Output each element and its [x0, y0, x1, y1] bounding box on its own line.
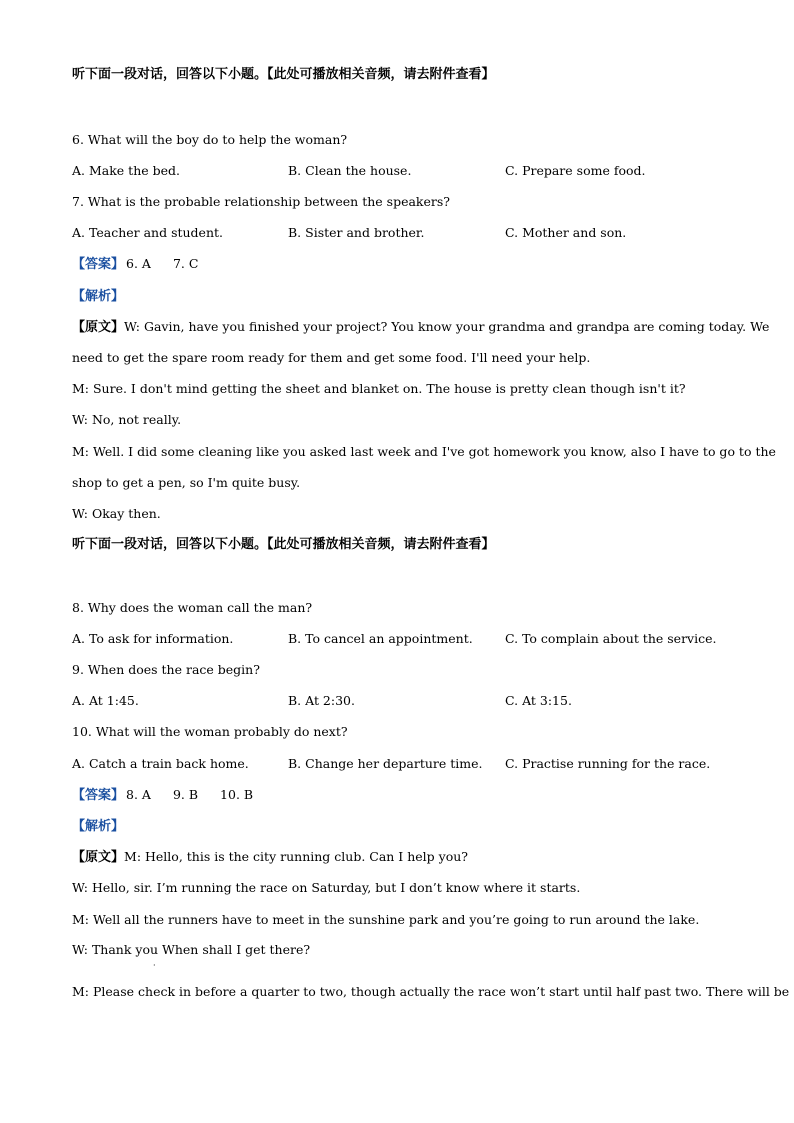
transcript-line	[72, 444, 776, 460]
transcript-line: M: Well all the runners have to meet in the sunshine park and you’re going to run around the lake.	[72, 912, 700, 927]
transcript-line: M: Sure. I don't mind getting the sheet and blanket on. The house is pretty clean though isn't it?	[72, 381, 686, 396]
transcript-line: W: Thank you When shall I get there?	[72, 942, 311, 957]
transcript-label: 【原文】	[72, 320, 125, 335]
q6-option-c: C. Prepare some food.	[505, 163, 646, 178]
transcript-text: M: Well. I did some cleaning like you asked last week and I've got homework you know, also I have to go to the	[72, 444, 776, 459]
transcript-line: shop to get a pen, so I'm quite busy.	[72, 475, 301, 490]
q9-option-a: A. At 1:45.	[72, 693, 139, 708]
answer-value: 6. A	[126, 256, 151, 271]
q10-option-c: C. Practise running for the race.	[505, 756, 711, 771]
transcript-text: M: Please check in before a quarter to two, though actually the race won’t start until half past two. There will be	[72, 984, 790, 999]
question-6: 6. What will the boy do to help the woman?	[72, 132, 348, 147]
question-10: 10. What will the woman probably do next?	[72, 724, 348, 739]
transcript-text: W: Gavin, have you finished your project? You know your grandma and grandpa are coming today. We	[124, 319, 770, 334]
stray-dot-mark: ·	[153, 961, 156, 970]
q7-option-a: A. Teacher and student.	[72, 225, 224, 240]
transcript-line: W: No, not really.	[72, 412, 182, 427]
answer-line	[72, 787, 253, 804]
transcript-line: W: Hello, sir. I’m running the race on Saturday, but I don’t know where it starts.	[72, 880, 581, 895]
listening-instruction: 听下面一段对话，回答以下小题。【此处可播放相关音频，请去附件查看】	[72, 537, 495, 552]
analysis-line	[72, 288, 124, 305]
transcript-line: need to get the spare room ready for them and get some food. I'll need your help.	[72, 350, 591, 365]
q6-option-b: B. Clean the house.	[288, 163, 412, 178]
answer-line	[72, 256, 198, 273]
q10-option-b: B. Change her departure time.	[288, 756, 483, 771]
transcript-line	[72, 849, 468, 866]
answer-value: 9. B	[172, 787, 199, 802]
transcript-line	[72, 319, 770, 336]
q7-option-c: C. Mother and son.	[505, 225, 627, 240]
transcript-text: M: Hello, this is the city running club. Can I help you?	[124, 849, 468, 864]
question-7: 7. What is the probable relationship between the speakers?	[72, 194, 450, 209]
q9-option-b: B. At 2:30.	[288, 693, 355, 708]
analysis-line	[72, 818, 124, 835]
answer-value: 7. C	[172, 256, 199, 271]
question-8: 8. Why does the woman call the man?	[72, 600, 313, 615]
q8-option-c: C. To complain about the service.	[505, 631, 717, 646]
question-9: 9. When does the race begin?	[72, 662, 260, 677]
answer-label: 【答案】	[72, 788, 125, 803]
listening-instruction: 听下面一段对话，回答以下小题。【此处可播放相关音频，请去附件查看】	[72, 67, 495, 82]
answer-value: 8. A	[126, 787, 151, 802]
answer-value: 10. B	[220, 787, 254, 802]
q6-option-a: A. Make the bed.	[72, 163, 180, 178]
analysis-label: 【解析】	[72, 289, 125, 304]
q10-option-a: A. Catch a train back home.	[72, 756, 249, 771]
q8-option-b: B. To cancel an appointment.	[288, 631, 473, 646]
analysis-label: 【解析】	[72, 819, 125, 834]
answer-label: 【答案】	[72, 257, 125, 272]
transcript-label: 【原文】	[72, 850, 125, 865]
q8-option-a: A. To ask for information.	[72, 631, 234, 646]
transcript-line: W: Okay then.	[72, 506, 161, 521]
transcript-line	[72, 984, 790, 1000]
q9-option-c: C. At 3:15.	[505, 693, 572, 708]
q7-option-b: B. Sister and brother.	[288, 225, 425, 240]
